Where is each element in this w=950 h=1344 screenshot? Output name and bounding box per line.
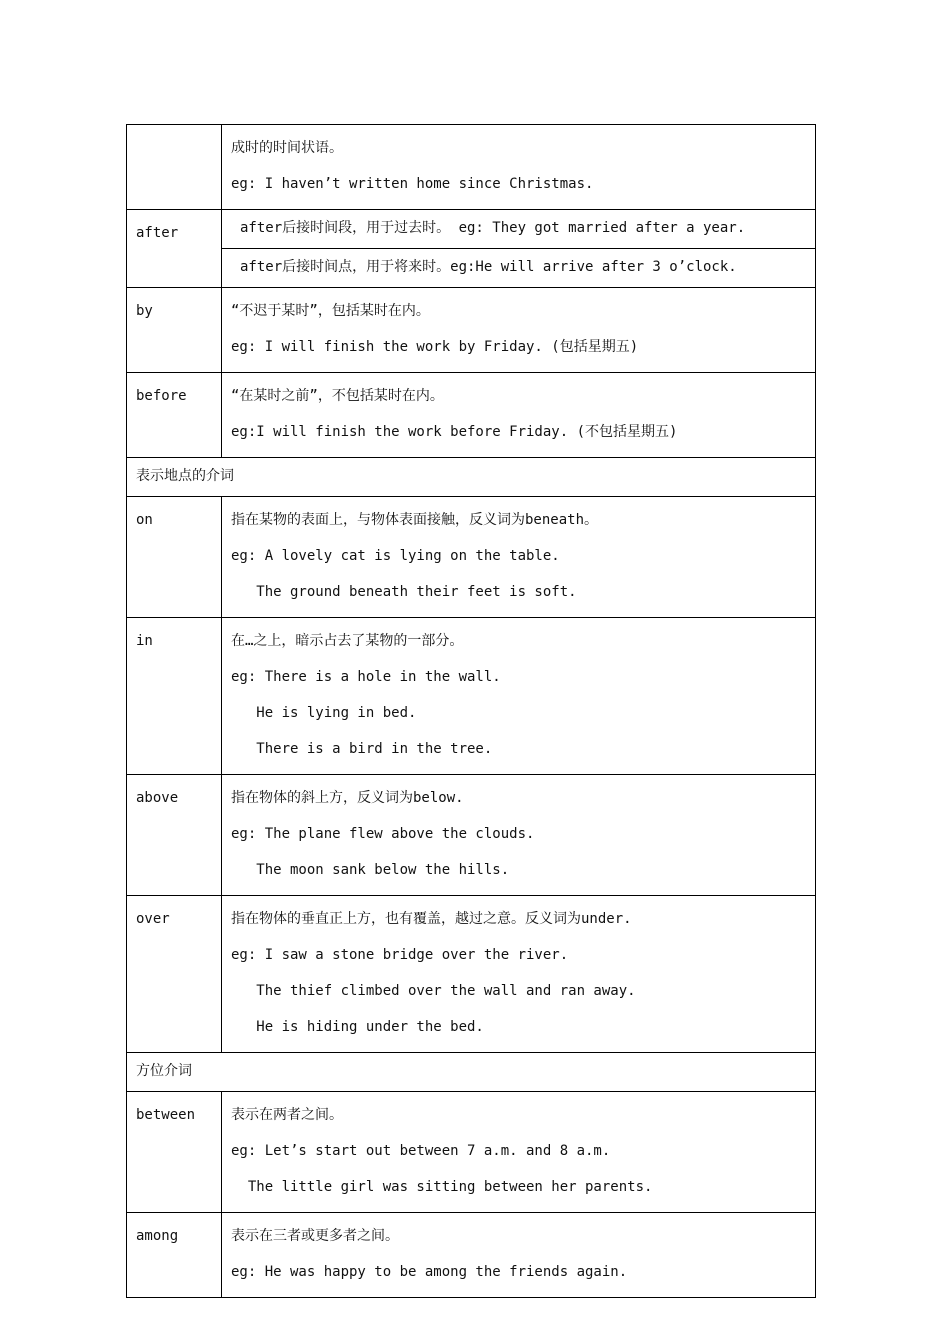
section-title: 表示地点的介词	[136, 468, 234, 484]
table-row	[127, 373, 816, 458]
table-row	[127, 1213, 816, 1298]
explanation-cell	[222, 1092, 816, 1213]
table-row	[127, 210, 816, 288]
table-row	[127, 618, 816, 775]
example-line: eg: The plane flew above the clouds.	[231, 826, 535, 842]
example-line: eg: I haven’t written home since Christmas.	[231, 176, 594, 192]
preposition-word: over	[136, 911, 170, 927]
preposition-word: between	[136, 1107, 196, 1123]
explanation-cell	[222, 1213, 816, 1298]
table-row	[127, 896, 816, 1053]
table-row	[127, 775, 816, 896]
explanation-line: 指在物体的垂直正上方，也有覆盖，越过之意。反义词为under.	[231, 911, 632, 927]
table-row	[127, 1092, 816, 1213]
preposition-word: on	[136, 512, 153, 528]
section-heading	[127, 1053, 816, 1092]
preposition-table	[126, 124, 816, 1298]
table-row	[127, 497, 816, 618]
preposition-word: in	[136, 633, 153, 649]
sub-table	[222, 210, 815, 287]
explanation-line: 指在某物的表面上，与物体表面接触，反义词为beneath。	[231, 512, 598, 528]
preposition-cell	[127, 1092, 222, 1213]
example-line: He is hiding under the bed.	[231, 1019, 484, 1035]
section-row	[127, 1053, 816, 1092]
explanation-cell	[222, 618, 816, 775]
explanation-cell	[222, 125, 816, 210]
example-line: He is lying in bed.	[231, 705, 417, 721]
example-line: The thief climbed over the wall and ran away.	[231, 983, 636, 999]
example-line: eg: He was happy to be among the friends again.	[231, 1264, 628, 1280]
explanation-cell	[222, 896, 816, 1053]
section-title: 方位介词	[136, 1063, 192, 1079]
explanation-cell	[222, 775, 816, 896]
preposition-cell	[127, 775, 222, 896]
preposition-cell	[127, 618, 222, 775]
preposition-word: above	[136, 790, 179, 806]
preposition-word: by	[136, 303, 153, 319]
sub-row	[222, 210, 815, 249]
example-line: eg: Let’s start out between 7 a.m. and 8 a.m.	[231, 1143, 611, 1159]
example-line: eg:I will finish the work before Friday. (不包括星期五)	[231, 424, 678, 440]
preposition-word: after	[136, 225, 179, 241]
explanation-line: after后接时间点，用于将来时。eg:He will arrive after 3 o’clock.	[240, 259, 737, 275]
example-line: There is a bird in the tree.	[231, 741, 493, 757]
explanation-cell	[222, 288, 816, 373]
example-line: The ground beneath their feet is soft.	[231, 584, 577, 600]
preposition-cell	[127, 125, 222, 210]
example-line: eg: There is a hole in the wall.	[231, 669, 501, 685]
table-body	[127, 125, 816, 1298]
preposition-word	[136, 130, 212, 137]
table-row	[127, 125, 816, 210]
example-line: eg: I saw a stone bridge over the river.	[231, 947, 569, 963]
preposition-cell	[127, 896, 222, 1053]
explanation-line: 成时的时间状语。	[231, 140, 343, 156]
preposition-cell	[127, 288, 222, 373]
explanation-line: “在某时之前”，不包括某时在内。	[231, 388, 444, 404]
explanation-line: “不迟于某时”，包括某时在内。	[231, 303, 430, 319]
explanation-cell	[222, 497, 816, 618]
section-heading	[127, 458, 816, 497]
preposition-word: among	[136, 1228, 179, 1244]
explanation-line: 表示在两者之间。	[231, 1107, 343, 1123]
preposition-cell	[127, 210, 222, 288]
explanation-line: 在…之上，暗示占去了某物的一部分。	[231, 633, 464, 649]
explanation-line: 表示在三者或更多者之间。	[231, 1228, 399, 1244]
table-row	[127, 288, 816, 373]
preposition-cell	[127, 373, 222, 458]
sub-cell	[222, 210, 815, 249]
preposition-word: before	[136, 388, 187, 404]
explanation-cell	[222, 210, 816, 288]
example-line: The moon sank below the hills.	[231, 862, 510, 878]
section-row	[127, 458, 816, 497]
example-line: eg: I will finish the work by Friday. (包括星期五)	[231, 339, 639, 355]
sub-cell	[222, 249, 815, 288]
preposition-cell	[127, 497, 222, 618]
sub-row	[222, 249, 815, 288]
example-line: The little girl was sitting between her parents.	[231, 1179, 653, 1195]
example-line: eg: A lovely cat is lying on the table.	[231, 548, 560, 564]
explanation-line: after后接时间段，用于过去时。 eg: They got married after a year.	[240, 220, 746, 236]
explanation-cell	[222, 373, 816, 458]
preposition-cell	[127, 1213, 222, 1298]
explanation-line: 指在物体的斜上方，反义词为below.	[231, 790, 464, 806]
